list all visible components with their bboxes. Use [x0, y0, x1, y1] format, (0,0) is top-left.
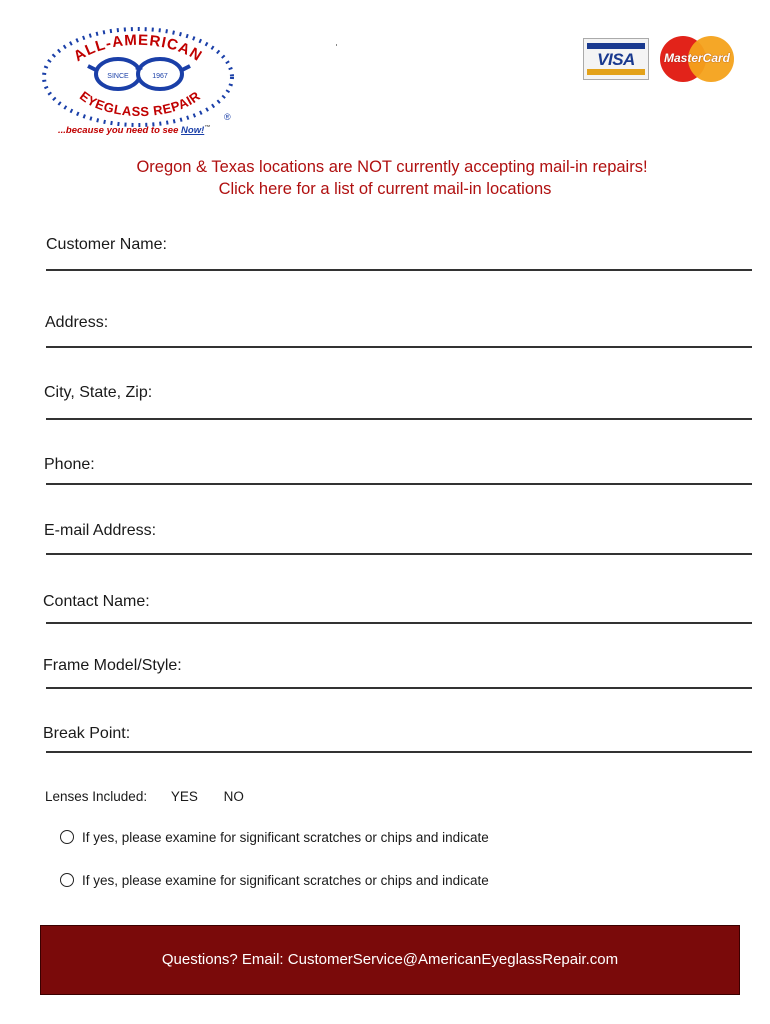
- lens-option-2-text: If yes, please examine for significant scratches or chips and indicate: [82, 872, 489, 888]
- break-point-label: Break Point:: [43, 725, 131, 742]
- notice-line-2: [0, 178, 770, 200]
- questions-footer: [40, 925, 740, 995]
- phone-line[interactable]: [46, 483, 752, 485]
- contact-name-line[interactable]: [46, 622, 752, 624]
- mail-in-locations-link[interactable]: Click here for a list of current mail-in locations: [218, 180, 552, 198]
- logo-tagline: [58, 125, 210, 136]
- customer-name-line[interactable]: [46, 269, 752, 271]
- city-state-zip-line[interactable]: [46, 418, 752, 420]
- phone-label: Phone:: [44, 456, 95, 473]
- email-line[interactable]: [46, 553, 752, 555]
- lenses-yes-option[interactable]: YES: [170, 789, 198, 804]
- customer-name-label: Customer Name:: [46, 236, 167, 253]
- customer-service-email-link[interactable]: Questions? Email: CustomerService@AmericanEyeglassRepair.com: [161, 951, 619, 968]
- tagline-prefix: ...because you need to see: [58, 125, 182, 137]
- logo-top-text: ALL-AMERICAN: [70, 31, 206, 66]
- lenses-included-label: Lenses Included:: [45, 789, 148, 804]
- contact-name-label: Contact Name:: [43, 593, 150, 610]
- radio-button-1[interactable]: [60, 830, 74, 844]
- frame-model-label: Frame Model/Style:: [43, 657, 182, 674]
- address-line[interactable]: [46, 346, 752, 348]
- notice-line-1: Oregon & Texas locations are NOT currently accepting mail-in repairs!: [136, 158, 648, 176]
- visa-card-icon: [583, 38, 649, 80]
- lens-option-1-text: If yes, please examine for significant scratches or chips and indicate: [82, 829, 489, 845]
- visa-label: VISA: [597, 50, 635, 69]
- mastercard-icon: [660, 36, 734, 82]
- stray-mark: [336, 44, 337, 46]
- break-point-line[interactable]: [46, 751, 752, 753]
- registered-mark: ®: [224, 112, 231, 122]
- mastercard-label: MasterCard: [663, 51, 731, 65]
- lens-option-2[interactable]: [60, 872, 489, 888]
- frame-model-line[interactable]: [46, 687, 752, 689]
- logo-emblem: [38, 22, 238, 132]
- visa-stripe-bottom: [587, 69, 645, 75]
- logo-year: 1967: [152, 73, 168, 80]
- email-label: E-mail Address:: [44, 522, 157, 539]
- glasses-icon: [88, 59, 190, 89]
- lenses-included-row: [45, 789, 258, 804]
- lenses-no-option[interactable]: NO: [223, 789, 244, 804]
- visa-stripe-top: [587, 43, 645, 49]
- logo-bottom-text: EYEGLASS REPAIR: [76, 88, 204, 120]
- address-label: Address:: [45, 314, 109, 331]
- tagline-now: Now!: [181, 125, 205, 137]
- lens-option-1[interactable]: [60, 829, 489, 845]
- svg-text:EYEGLASS REPAIR: [77, 88, 203, 119]
- city-state-zip-label: City, State, Zip:: [44, 384, 153, 401]
- trademark-mark: ™: [204, 125, 211, 131]
- radio-button-2[interactable]: [60, 873, 74, 887]
- logo-since: SINCE: [107, 73, 129, 80]
